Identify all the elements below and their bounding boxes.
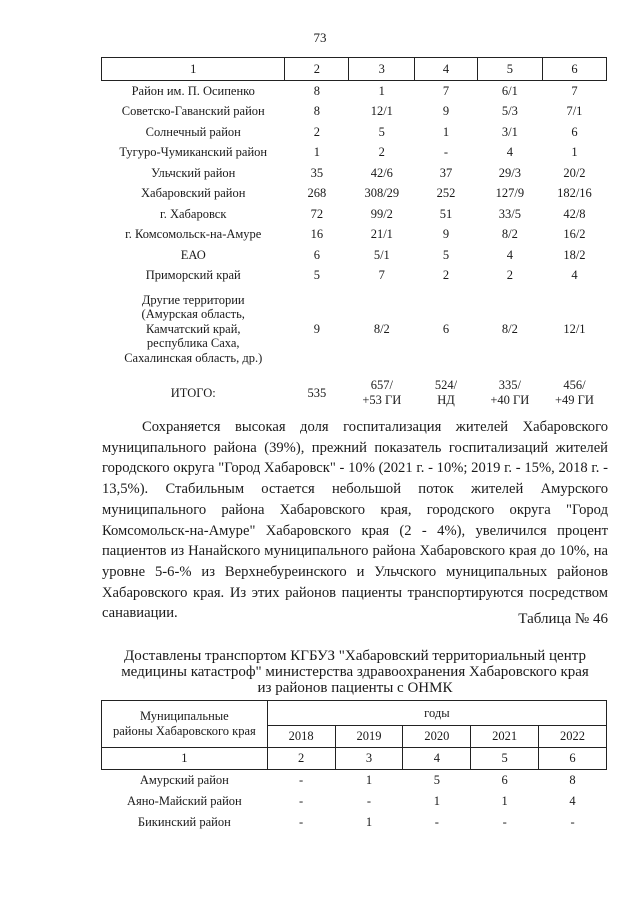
table-row bbox=[102, 791, 607, 812]
years-header: годы bbox=[267, 701, 606, 726]
table-cell: 8 bbox=[313, 83, 321, 98]
table-cell: 35 bbox=[310, 165, 324, 180]
table-cell: 1 bbox=[501, 794, 508, 808]
total-value: 657/ bbox=[370, 378, 393, 392]
table-cell: 2 bbox=[506, 268, 513, 283]
column-number: 3 bbox=[335, 748, 403, 770]
row-label: Аяно-Майский район bbox=[126, 794, 242, 808]
column-number-row bbox=[102, 58, 607, 81]
table-cell: 8/2 bbox=[501, 227, 518, 242]
table-cell: 51 bbox=[439, 206, 453, 221]
total-value: 456/ bbox=[563, 378, 586, 392]
table-cell: 1 bbox=[365, 815, 373, 829]
table-cell: 9 bbox=[442, 104, 450, 119]
table-row bbox=[102, 204, 607, 225]
row-label-line: республика Саха, bbox=[146, 336, 240, 351]
column-number: 5 bbox=[471, 748, 539, 770]
table-cell: 8 bbox=[313, 104, 321, 119]
column-number: 6 bbox=[539, 748, 607, 770]
row-label bbox=[102, 286, 285, 372]
row-label: Амурский район bbox=[139, 773, 229, 787]
table-cell: 33/5 bbox=[498, 206, 521, 221]
table-cell: 2 bbox=[378, 145, 385, 160]
table-cell: 29/3 bbox=[498, 165, 521, 180]
column-number: 2 bbox=[285, 58, 349, 81]
column-number: 5 bbox=[477, 58, 542, 81]
table-row bbox=[102, 812, 607, 833]
table-title: Доставлены транспортом КГБУЗ "Хабаровский территориальный центр медицины катастроф" министерства здравоохранения Хабаровского края из районов пациенты с ОНМК bbox=[121, 648, 589, 696]
table-cell: 99/2 bbox=[370, 206, 393, 221]
column-number: 1 bbox=[102, 58, 285, 81]
table-cell: - bbox=[502, 815, 507, 829]
total-cell bbox=[542, 372, 606, 414]
table-cell: 268 bbox=[307, 186, 327, 201]
year-header: 2019 bbox=[335, 726, 403, 748]
table-cell: 6 bbox=[571, 124, 578, 139]
table-cell: 1 bbox=[571, 145, 578, 160]
table-cell: 21/1 bbox=[370, 227, 393, 242]
table-cell: 1 bbox=[313, 145, 321, 160]
table-cell: 42/6 bbox=[370, 165, 393, 180]
table-cell: 308/29 bbox=[364, 186, 400, 201]
column-number: 1 bbox=[102, 748, 268, 770]
table-row bbox=[102, 163, 607, 184]
row-label-line: Сахалинская область, др.) bbox=[124, 350, 263, 365]
total-row bbox=[102, 372, 607, 414]
table-cell: 16/2 bbox=[563, 227, 586, 242]
table-cell: - bbox=[366, 794, 372, 808]
year-header: 2018 bbox=[267, 726, 335, 748]
column-number: 2 bbox=[267, 748, 335, 770]
table-row bbox=[102, 266, 607, 287]
table-row bbox=[102, 770, 607, 792]
column-number-row bbox=[102, 748, 607, 770]
table-cell: 4 bbox=[569, 794, 576, 808]
table-cell: 8/2 bbox=[373, 321, 390, 336]
table-cell: 127/9 bbox=[495, 186, 525, 201]
table-cell: 1 bbox=[433, 794, 440, 808]
table-cell: - bbox=[570, 815, 575, 829]
column-header: Муниципальные районы Хабаровского края bbox=[102, 701, 268, 748]
table-cell: - bbox=[299, 794, 304, 808]
total-cell bbox=[349, 372, 415, 414]
table-cell: - bbox=[443, 145, 449, 160]
table-cell: 2 bbox=[313, 124, 321, 139]
total-value: 335/ bbox=[498, 378, 521, 392]
year-header: 2022 bbox=[539, 726, 607, 748]
table-cell: 72 bbox=[310, 206, 324, 221]
stroke-transport-table bbox=[101, 700, 607, 833]
table-cell: 6 bbox=[313, 247, 321, 262]
table-cell: 182/16 bbox=[557, 186, 592, 201]
hospitalization-table bbox=[101, 57, 607, 414]
table-cell: 4 bbox=[506, 247, 513, 262]
column-number: 3 bbox=[349, 58, 415, 81]
total-value: 524/ bbox=[434, 378, 458, 392]
table-cell: 5 bbox=[442, 247, 450, 262]
row-label: Хабаровский район bbox=[141, 186, 246, 201]
year-header: 2021 bbox=[471, 726, 539, 748]
table-cell: 18/2 bbox=[563, 247, 586, 262]
total-note: +49 ГИ bbox=[554, 393, 594, 407]
table-cell: 3/1 bbox=[501, 124, 518, 139]
table-row bbox=[102, 143, 607, 164]
row-label: Район им. П. Осипенко bbox=[131, 83, 255, 98]
table-cell: 37 bbox=[439, 165, 453, 180]
table-cell: 20/2 bbox=[563, 165, 586, 180]
row-label-line: Камчатский край, bbox=[145, 321, 241, 336]
page-number: 73 bbox=[313, 30, 327, 45]
table-cell: 2 bbox=[442, 268, 450, 283]
table-cell: 9 bbox=[442, 227, 450, 242]
table-cell: 16 bbox=[310, 227, 324, 242]
row-label: Бикинский район bbox=[137, 815, 231, 829]
row-label: Советско-Гаванский район bbox=[121, 104, 265, 119]
column-number: 4 bbox=[415, 58, 478, 81]
row-label-line: Другие территории bbox=[141, 292, 245, 307]
table-cell: 1 bbox=[365, 773, 373, 787]
table-cell: 6 bbox=[501, 773, 508, 787]
table-cell: 8/2 bbox=[501, 321, 518, 336]
row-label: ЕАО bbox=[180, 247, 206, 262]
row-label: Ульчский район bbox=[151, 165, 236, 180]
row-label: Солнечный район bbox=[145, 124, 241, 139]
total-label: ИТОГО: bbox=[170, 385, 216, 400]
total-note: +53 ГИ bbox=[362, 393, 402, 407]
table-cell: 5 bbox=[378, 124, 385, 139]
table-cell: 6/1 bbox=[501, 83, 518, 98]
table-row-other bbox=[102, 286, 607, 372]
total-cell: 535 bbox=[307, 385, 327, 400]
table-cell: 4 bbox=[571, 268, 578, 283]
row-label: Приморский край bbox=[145, 268, 241, 283]
table-cell: - bbox=[299, 815, 304, 829]
table-row bbox=[102, 225, 607, 246]
table-row bbox=[102, 245, 607, 266]
table-cell: - bbox=[434, 815, 439, 829]
table-cell: 8 bbox=[569, 773, 576, 787]
table-cell: 5/1 bbox=[373, 247, 390, 262]
table-cell: 252 bbox=[436, 186, 456, 201]
table-cell: 1 bbox=[442, 124, 450, 139]
row-label-line: (Амурская область, bbox=[141, 307, 245, 322]
year-header: 2020 bbox=[403, 726, 471, 748]
table-cell: 9 bbox=[313, 321, 321, 336]
table-cell: - bbox=[299, 773, 304, 787]
table-row bbox=[102, 122, 607, 143]
row-label: Тугуро-Чумиканский район bbox=[119, 145, 268, 160]
column-number: 4 bbox=[403, 748, 471, 770]
table-cell: 5 bbox=[313, 268, 321, 283]
table-row bbox=[102, 184, 607, 205]
total-note: НД bbox=[437, 393, 455, 407]
body-paragraph: Сохраняется высокая доля госпитализация жителей Хабаровского муниципального района (39%), прежний показатель госпитализаций жителей городского округа "Город Хабаровск" - 10% (2021 г. - 10%; 2019 г. - 15%, 2018 г. - 13,5%). Стабильным остается небольшой поток жителей Амурского муниципального района Хабаровского края, городского округа "Город Комсомольск-на-Амуре" Хабаровского края (2 - 4%), увеличился процент пациентов из Нанайского муниципального района Хабаровского края до 10%, на уровне 5-6-% из Верхнебуреинского и Ульчского муниципальных районов Хабаровского края. Из этих районов пациенты транспортируются посредством санавиации. bbox=[102, 419, 608, 622]
total-note: +40 ГИ bbox=[490, 393, 530, 407]
table-row bbox=[102, 81, 607, 102]
table-cell: 5 bbox=[433, 773, 440, 787]
table-cell: 6 bbox=[442, 321, 450, 336]
table-cell: 7 bbox=[442, 83, 450, 98]
table-cell: 1 bbox=[378, 83, 385, 98]
table-cell: 7 bbox=[571, 83, 578, 98]
table-cell: 7/1 bbox=[566, 104, 583, 119]
table-cell: 12/1 bbox=[370, 104, 393, 119]
table-cell: 4 bbox=[506, 145, 513, 160]
column-number: 6 bbox=[542, 58, 606, 81]
total-cell bbox=[415, 372, 478, 414]
table-cell: 12/1 bbox=[563, 321, 586, 336]
row-label: г. Комсомольск-на-Амуре bbox=[125, 227, 262, 242]
table-cell: 42/8 bbox=[563, 206, 586, 221]
table-row bbox=[102, 102, 607, 123]
table-caption: Таблица № 46 bbox=[518, 611, 608, 627]
table-cell: 7 bbox=[378, 268, 385, 283]
table-cell: 5/3 bbox=[501, 104, 518, 119]
total-cell bbox=[477, 372, 542, 414]
row-label: г. Хабаровск bbox=[160, 206, 227, 221]
